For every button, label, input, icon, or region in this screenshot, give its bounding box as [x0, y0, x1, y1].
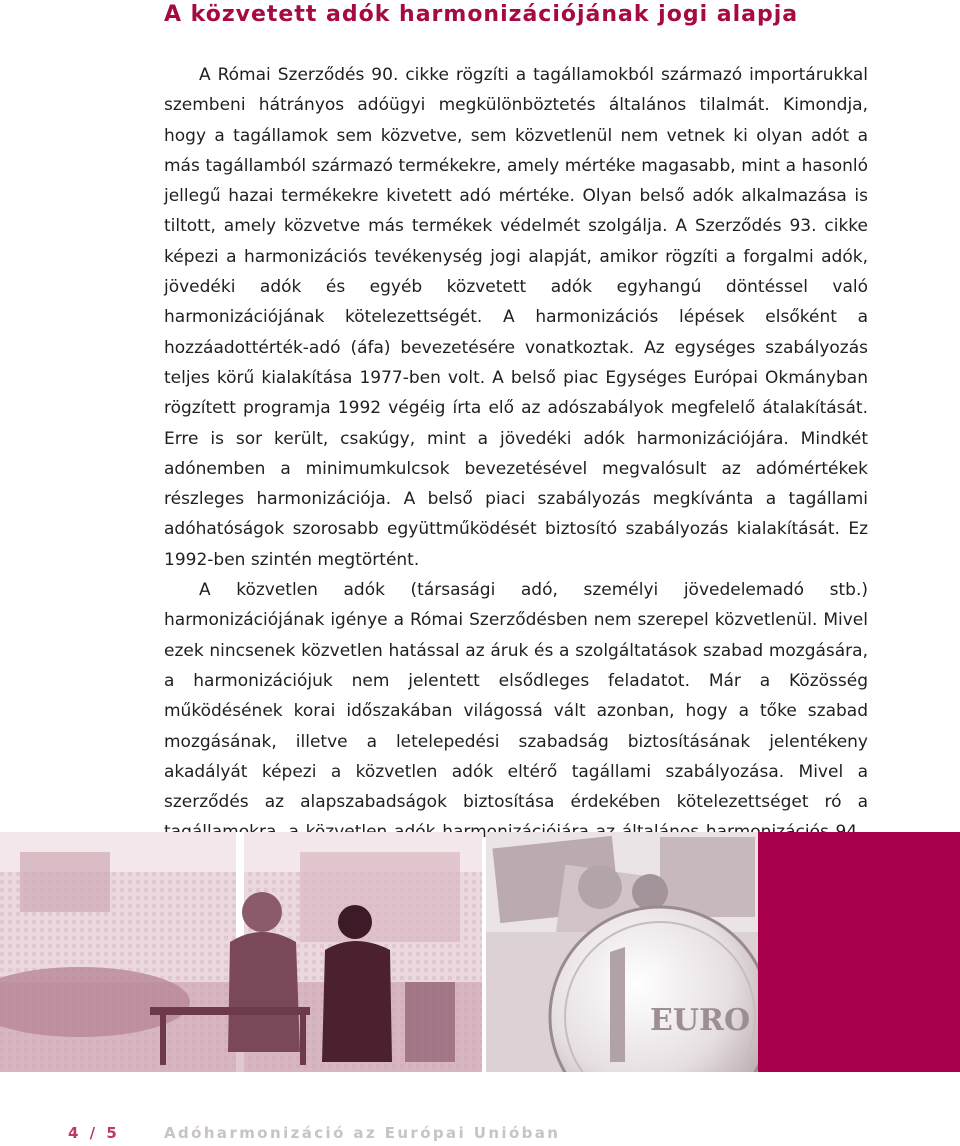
paragraph-1: A Római Szerződés 90. cikke rögzíti a tagállamokból származó importárukkal szembeni hátrányos adóügyi megkülönböztetés általános tilalmát. Kimondja, hogy a tagállamok sem közvetve, sem közvetlenül nem vetnek ki olyan adót a más tagállamból származó termékekre, amely mértéke magasabb, mint a hasonló jellegű hazai termékekre kivetett adó mértéke. Olyan belső adók alkalmazása is tiltott, amely közvetve más termékek védelmét szolgálja. A Szerződés 93. cikke képezi a harmonizációs tevékenység jogi alapját, amikor rögzíti a forgalmi adók, jövedéki adók és egyéb közvetett adók egyhangú döntéssel való harmonizációjának kötelezettségét. A harmonizációs lépések elsőként a hozzáadottérték-adó (áfa) bevezetésére vonatkoztak. Az egységes szabályozás teljes körű kialakítása 1977-ben volt. A belső piac Egységes Európai Okmányban rögzített programja 1992 végéig írta elő az adószabályok megfelelő átalakítását. Erre is sor került, csakúgy, mint a jövedéki adók harmonizációjára. Mindkét adónemben a minimumkulcsok bevezetésével megvalósult az adómértékek részleges harmonizációja. A belső piaci szabályozás megkívánta a tagállami adóhatóságok szorosabb együttműködését biztosító szabályozás kialakítását. Ez 1992-ben szintén megtörtént.	[164, 65, 868, 570]
color-block	[758, 832, 960, 1072]
money-photo	[486, 832, 770, 1072]
paragraph-2: A közvetlen adók (társasági adó, személyi jövedelemadó stb.) harmonizációjának igénye a Római Szerződésben nem szerepel közvetlenül. Mivel ezek nincsenek közvetlen hatással az áruk és a szolgáltatások szabad mozgására, a harmonizációjuk nem jelentett elsődleges feladatot. Már a Közösség működésének korai időszakában világossá vált azonban, hogy a tőke szabad mozgásának, illetve a letelepedési szabadság biztosításának jelentékeny akadályát képezi a közvetlen adók eltérő tagállami szabályozása. Mivel a szerződés az alapszabadságok biztosítása érdekében kötelezettséget ró a	[164, 580, 868, 813]
photo-strip	[0, 832, 960, 1072]
coin-label: EURO	[650, 1003, 751, 1038]
publication-title: Adóharmonizáció az Európai Unióban	[164, 1124, 561, 1142]
body-text	[164, 60, 868, 878]
office-photo	[0, 832, 482, 1072]
page-heading: A közvetett adók harmonizációjának jogi alapja	[164, 2, 799, 27]
page-number: 4 / 5	[68, 1124, 120, 1142]
